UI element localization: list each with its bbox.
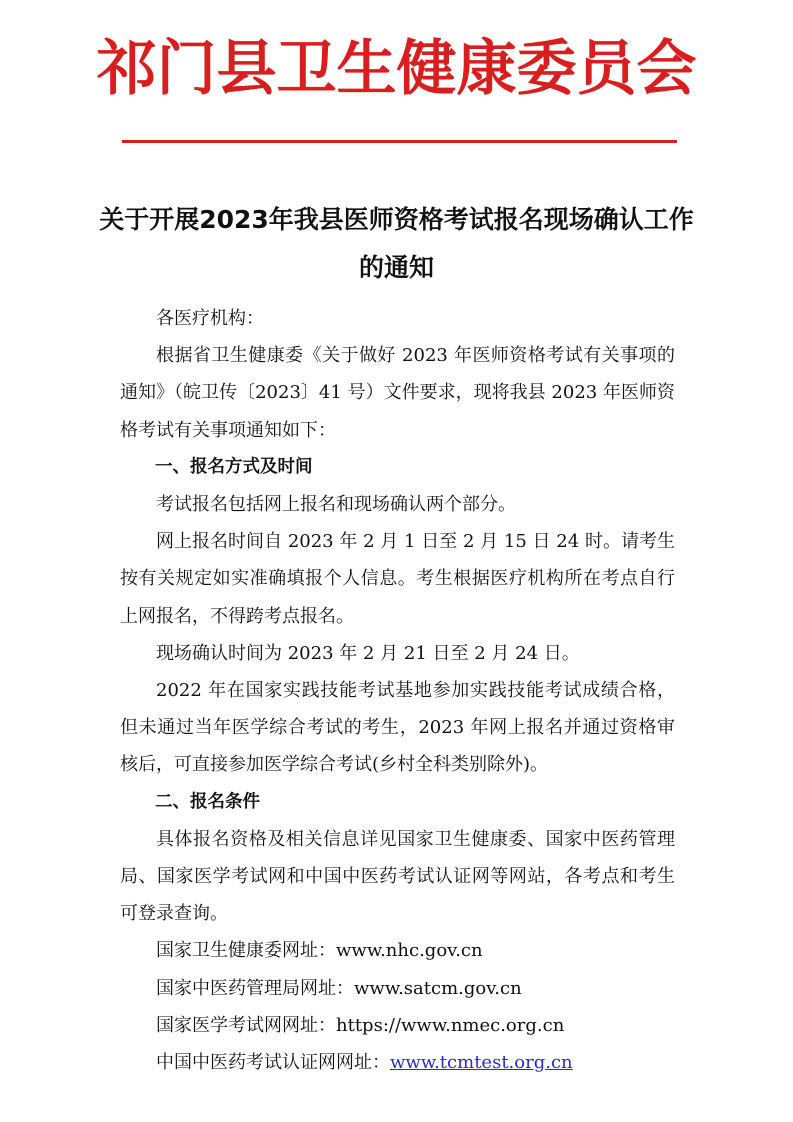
organization-name: 祁门县卫生健康委员会 bbox=[96, 34, 697, 104]
section-paragraph: 具体报名资格及相关信息详见国家卫生健康委、国家中医药管理局、国家医学考试网和中国中医药考试认证网等网站，各考点和考生可登录查询。 bbox=[120, 828, 675, 925]
section-heading: 一、报名方式及时间 bbox=[155, 456, 313, 477]
website-label: 中国中医药考试认证网网址： bbox=[156, 1052, 390, 1074]
section-paragraph: 考试报名包括网上报名和现场确认两个部分。 bbox=[156, 494, 516, 516]
document-title: 关于开展2023年我县医师资格考试报名现场确认工作的通知 bbox=[99, 205, 694, 282]
letterhead bbox=[0, 33, 793, 105]
intro-paragraph: 根据省卫生健康委《关于做好 2023 年医师资格考试有关事项的通知》（皖卫传〔2023〕41 号）文件要求，现将我县 2023 年医师资格考试有关事项通知如下： bbox=[120, 345, 675, 441]
website-line bbox=[120, 932, 675, 969]
website-line bbox=[120, 1007, 675, 1044]
website-url: www.nhc.gov.cn bbox=[336, 940, 483, 962]
website-label: 国家中医药管理局网址： bbox=[156, 977, 354, 999]
section-paragraph: 2022 年在国家实践技能考试基地参加实践技能考试成绩合格，但未通过当年医学综合考试的考生，2023 年网上报名并通过资格审核后，可直接参加医学综合考试(乡村全科类别除外)。 bbox=[120, 680, 675, 776]
section-heading: 二、报名条件 bbox=[155, 791, 260, 812]
website-url: www.satcm.gov.cn bbox=[354, 977, 522, 999]
salutation: 各医疗机构： bbox=[156, 308, 264, 329]
letterhead-red-rule bbox=[122, 140, 677, 143]
website-line bbox=[120, 970, 675, 1007]
document-body bbox=[120, 300, 675, 1081]
website-link[interactable]: www.tcmtest.org.cn bbox=[390, 1052, 573, 1074]
section-paragraph: 现场确认时间为 2023 年 2 月 21 日至 2 月 24 日。 bbox=[156, 642, 580, 664]
website-label: 国家医学考试网网址： bbox=[156, 1014, 336, 1036]
website-label: 国家卫生健康委网址： bbox=[156, 940, 336, 962]
section-paragraph: 网上报名时间自 2023 年 2 月 1 日至 2 月 15 日 24 时。请考生按有关规定如实准确填报个人信息。考生根据医疗机构所在考点自行上网报名，不得跨考点报名。 bbox=[120, 531, 675, 627]
website-line bbox=[120, 1044, 675, 1081]
website-url: https://www.nmec.org.cn bbox=[336, 1014, 565, 1036]
